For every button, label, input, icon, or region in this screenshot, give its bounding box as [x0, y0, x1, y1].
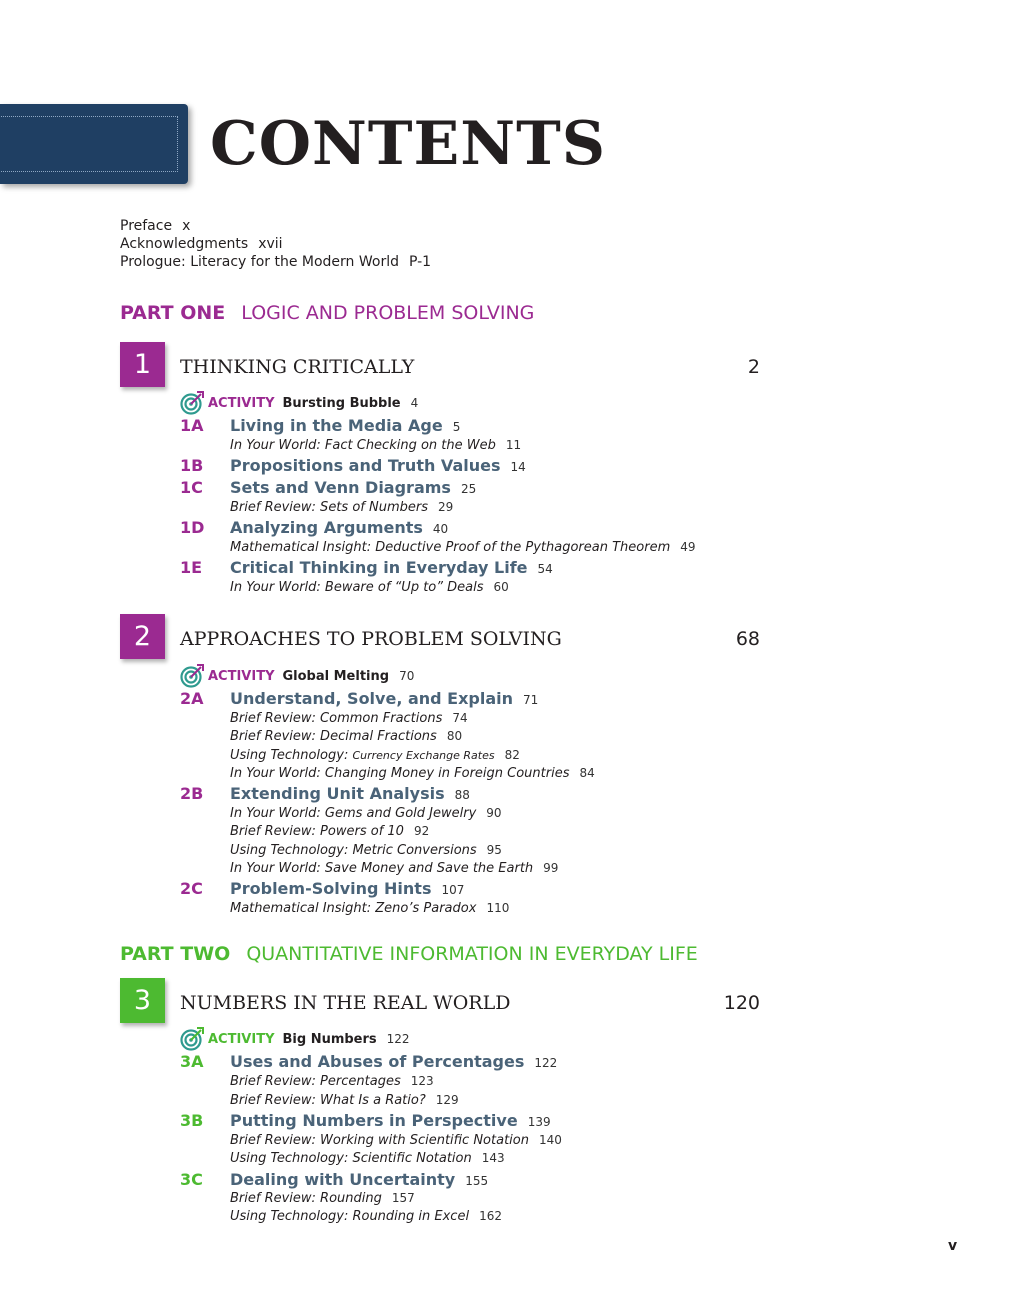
front-matter-item[interactable]: Acknowledgments xvii	[120, 236, 283, 252]
subsection-entry[interactable]: Brief Review: Sets of Numbers 29	[230, 500, 454, 515]
subsection-entry[interactable]: In Your World: Gems and Gold Jewelry 90	[230, 806, 502, 821]
subsection-entry[interactable]: Using Technology: Scientific Notation 143	[230, 1151, 505, 1166]
subsection-entry[interactable]: In Your World: Beware of “Up to” Deals 60	[230, 580, 509, 595]
section-entry[interactable]: 1C Sets and Venn Diagrams 25	[180, 478, 477, 497]
target-arrow-icon	[180, 664, 204, 688]
section-entry[interactable]: 1E Critical Thinking in Everyday Life 54	[180, 558, 553, 577]
chapter-number-badge: 3	[120, 978, 165, 1023]
subsection-entry[interactable]: Mathematical Insight: Deductive Proof of the Pythagorean Theorem 49	[230, 540, 696, 555]
subsection-entry[interactable]: Brief Review: What Is a Ratio? 129	[230, 1093, 459, 1108]
front-matter-list	[120, 217, 431, 271]
chapter-number-badge: 2	[120, 614, 165, 659]
chapter-activity[interactable]: ACTIVITY Global Melting 70	[180, 664, 414, 688]
section-entry[interactable]: 2B Extending Unit Analysis 88	[180, 784, 470, 803]
chapter-title[interactable]: THINKING CRITICALLY	[180, 356, 415, 378]
section-entry[interactable]: 1D Analyzing Arguments 40	[180, 518, 449, 537]
section-entry[interactable]: 1A Living in the Media Age 5	[180, 416, 461, 435]
subsection-entry[interactable]: Brief Review: Rounding 157	[230, 1191, 415, 1206]
subsection-entry[interactable]: In Your World: Fact Checking on the Web 11	[230, 438, 522, 453]
part-heading: PART ONE LOGIC AND PROBLEM SOLVING	[120, 302, 535, 324]
section-entry[interactable]: 3A Uses and Abuses of Percentages 122	[180, 1052, 558, 1071]
subsection-entry[interactable]: Brief Review: Powers of 10 92	[230, 824, 430, 839]
subsection-entry[interactable]: Mathematical Insight: Zeno’s Paradox 110	[230, 901, 510, 916]
subsection-entry[interactable]: Brief Review: Common Fractions 74	[230, 711, 468, 726]
subsection-entry[interactable]: Brief Review: Percentages 123	[230, 1074, 434, 1089]
chapter-number-badge: 1	[120, 342, 165, 387]
chapter-activity[interactable]: ACTIVITY Bursting Bubble 4	[180, 391, 418, 415]
subsection-entry[interactable]: Using Technology: Rounding in Excel 162	[230, 1209, 502, 1224]
subsection-entry[interactable]: Using Technology: Metric Conversions 95	[230, 843, 502, 858]
subsection-entry[interactable]: In Your World: Changing Money in Foreign Countries 84	[230, 766, 595, 781]
chapter-page: 2	[747, 356, 760, 378]
section-entry[interactable]: 3C Dealing with Uncertainty 155	[180, 1170, 489, 1189]
section-entry[interactable]: 1B Propositions and Truth Values 14	[180, 456, 526, 475]
section-entry[interactable]: 2A Understand, Solve, and Explain 71	[180, 689, 539, 708]
chapter-activity[interactable]: ACTIVITY Big Numbers 122	[180, 1027, 410, 1051]
page-number: v	[948, 1238, 958, 1254]
section-entry[interactable]: 2C Problem-Solving Hints 107	[180, 879, 465, 898]
part-heading: PART TWO QUANTITATIVE INFORMATION IN EVERYDAY LIFE	[120, 943, 698, 965]
front-matter-item[interactable]: Prologue: Literacy for the Modern World P-1	[120, 254, 432, 270]
target-arrow-icon	[180, 391, 204, 415]
chapter-page: 120	[723, 992, 760, 1014]
subsection-entry[interactable]: Brief Review: Decimal Fractions 80	[230, 729, 463, 744]
chapter-page: 68	[735, 628, 760, 650]
subsection-entry[interactable]: Using Technology: Currency Exchange Rates 82	[230, 748, 520, 763]
subsection-entry[interactable]: Brief Review: Working with Scientific Notation 140	[230, 1133, 562, 1148]
subsection-entry[interactable]: In Your World: Save Money and Save the Earth 99	[230, 861, 559, 876]
chapter-title[interactable]: NUMBERS IN THE REAL WORLD	[180, 992, 511, 1014]
chapter-title[interactable]: APPROACHES TO PROBLEM SOLVING	[180, 628, 562, 650]
front-matter-item[interactable]: Preface x	[120, 218, 191, 234]
section-entry[interactable]: 3B Putting Numbers in Perspective 139	[180, 1111, 551, 1130]
page-title: CONTENTS	[210, 109, 607, 179]
target-arrow-icon	[180, 1027, 204, 1051]
contents-header-tab	[0, 104, 188, 184]
